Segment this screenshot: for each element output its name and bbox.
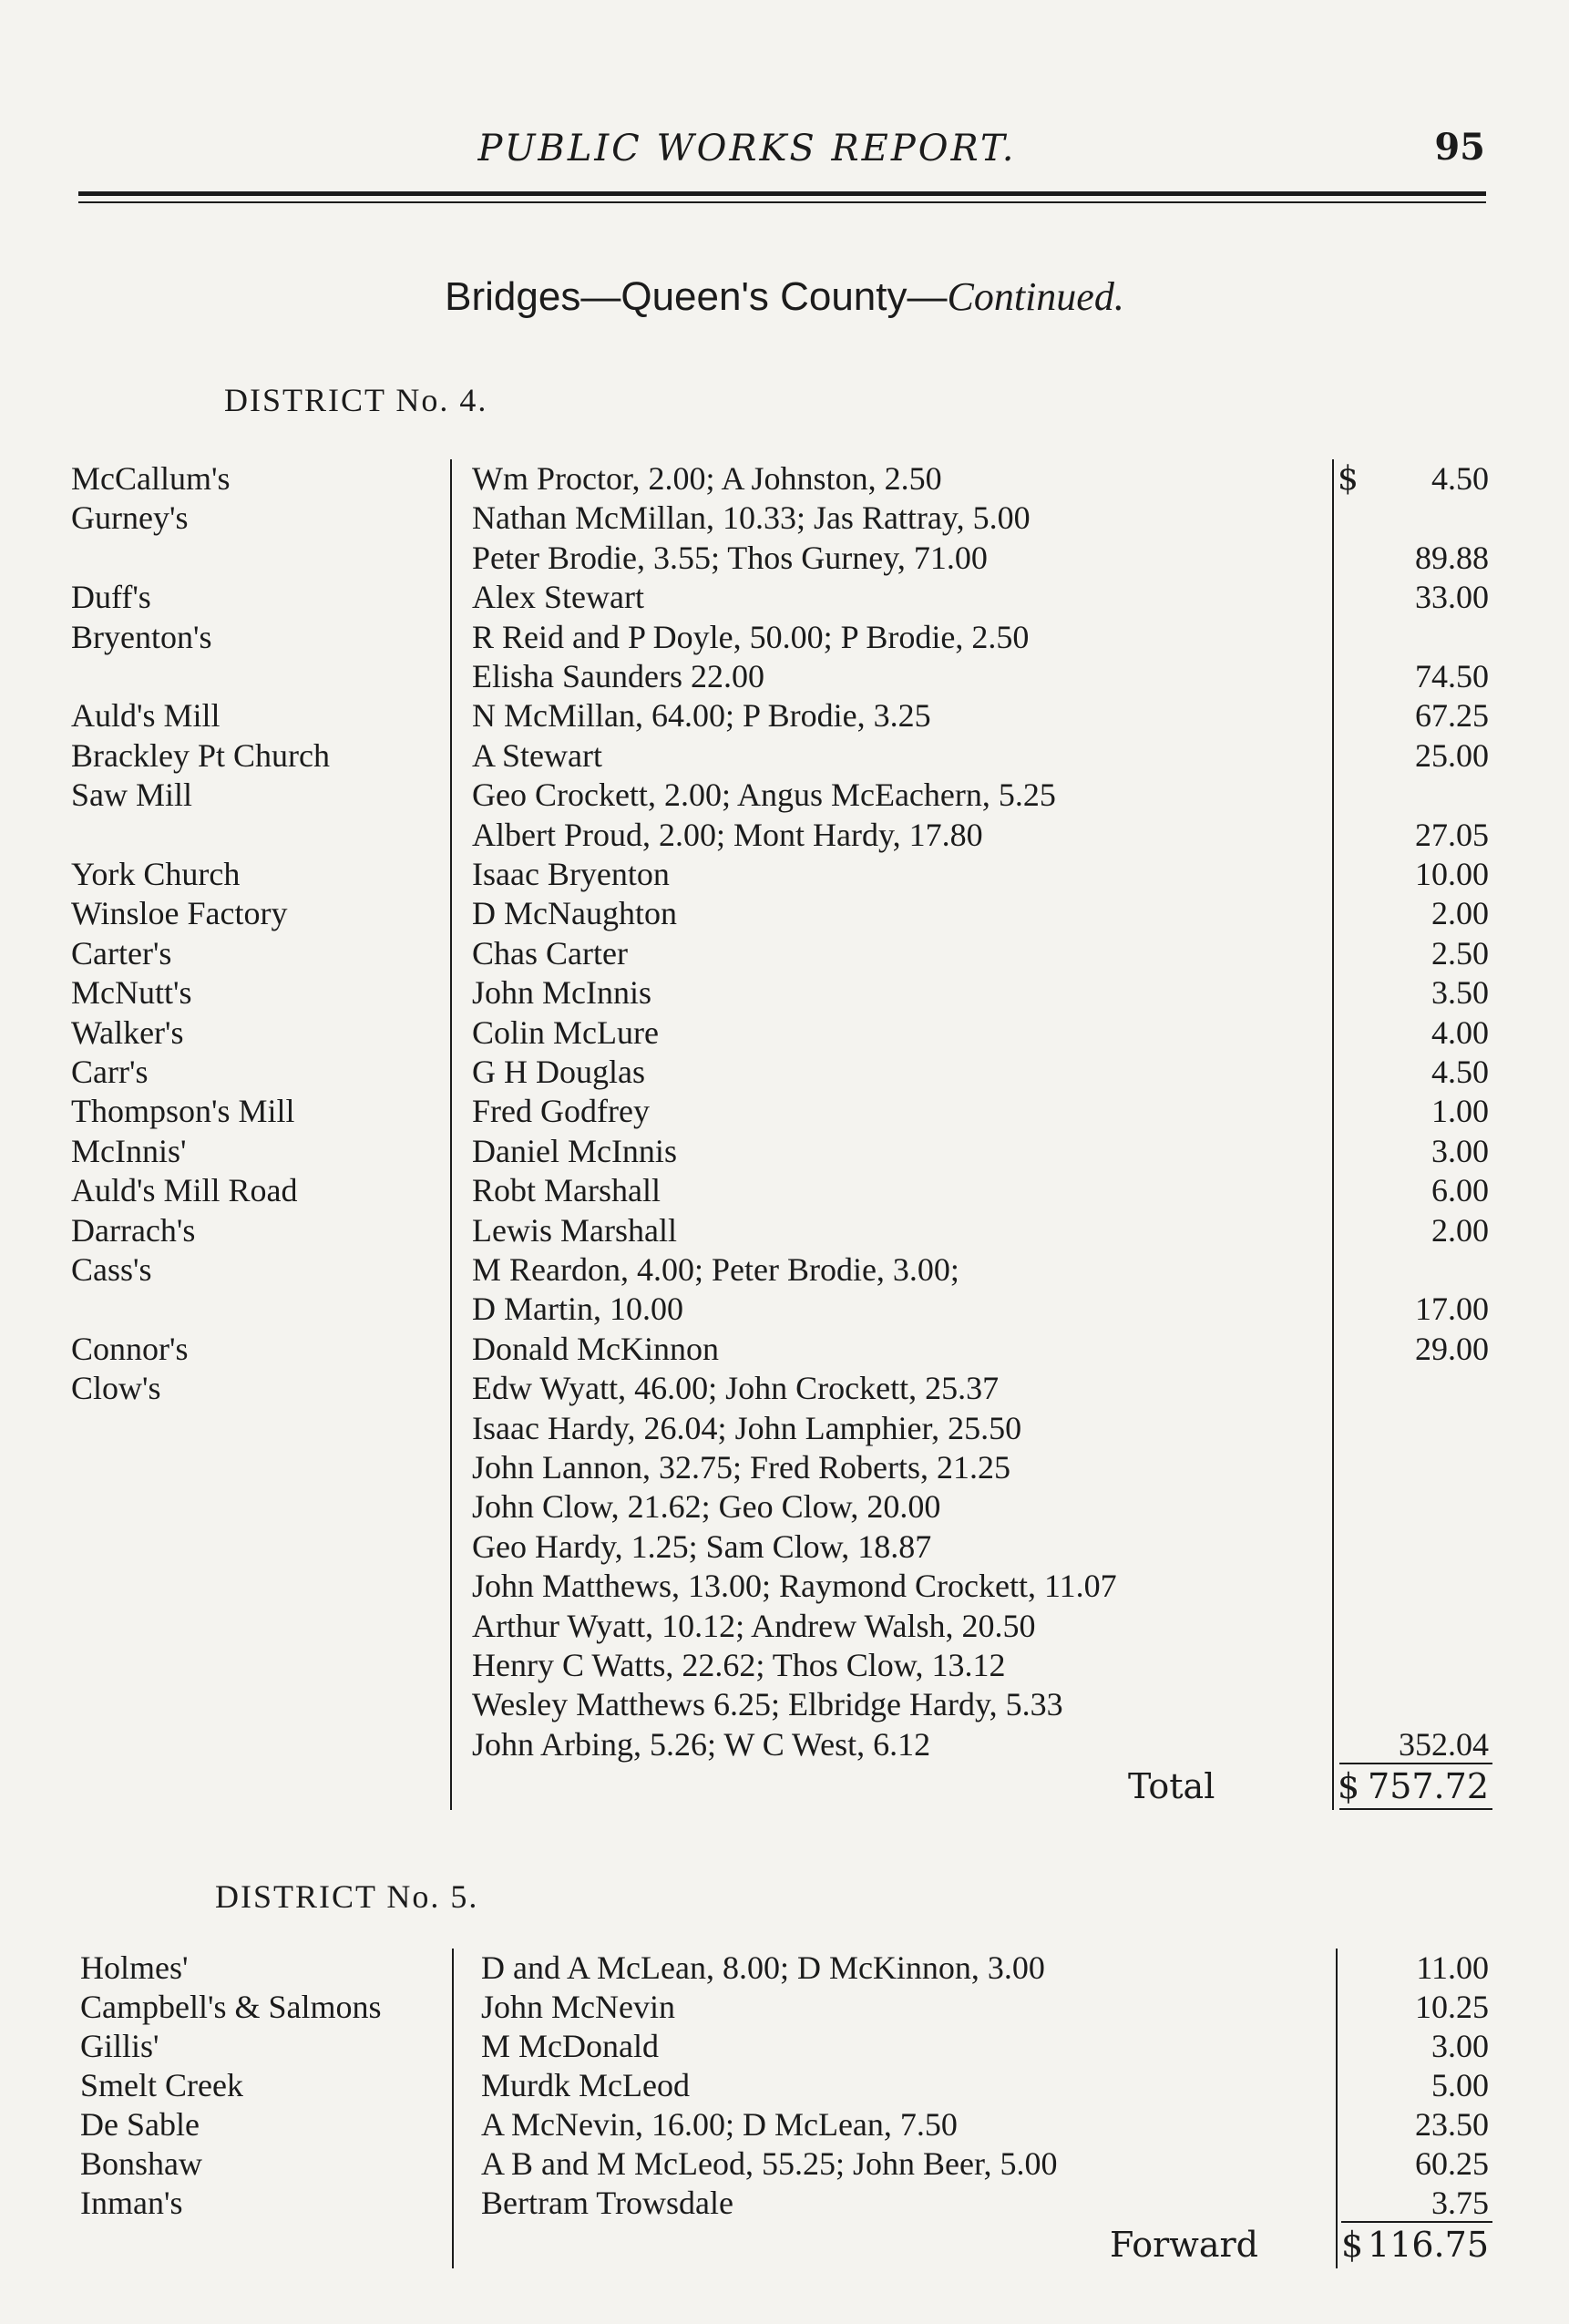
amount: 6.00: [1431, 1172, 1489, 1209]
header-rule-thick: [78, 191, 1486, 196]
payee-detail: Wm Proctor, 2.00; A Johnston, 2.50: [472, 460, 942, 497]
place-name: Carr's: [71, 1054, 149, 1090]
amount: 2.00: [1431, 895, 1489, 932]
place-name: Inman's: [80, 2185, 183, 2221]
page-number: 95: [1434, 126, 1485, 169]
total-label: Total: [1128, 1766, 1215, 1807]
subtotal-rule: [1341, 2221, 1492, 2223]
forward-amount: 116.75: [1368, 2225, 1489, 2265]
place-name: Gillis': [80, 2028, 159, 2064]
payee-detail: Fred Godfrey: [472, 1093, 650, 1130]
amount: 10.25: [1415, 1989, 1489, 2025]
currency-sign: $: [1338, 1766, 1360, 1807]
place-name: Clow's: [71, 1370, 161, 1407]
header-rule-thin: [78, 201, 1486, 203]
payee-detail: Albert Proud, 2.00; Mont Hardy, 17.80: [472, 816, 983, 853]
payee-detail: R Reid and P Doyle, 50.00; P Brodie, 2.50: [472, 618, 1030, 655]
amount: 25.00: [1415, 736, 1489, 774]
payee-detail: Isaac Hardy, 26.04; John Lamphier, 25.50: [472, 1409, 1022, 1446]
amount: 5.00: [1431, 2067, 1489, 2103]
payee-detail: Murdk McLeod: [481, 2067, 690, 2103]
payee-detail: Lewis Marshall: [472, 1211, 677, 1249]
table-row: [0, 2144, 1569, 2184]
place-name: Saw Mill: [71, 776, 193, 814]
table-row: [0, 2105, 1569, 2144]
amount: 67.25: [1415, 697, 1489, 735]
amount: 3.00: [1431, 2028, 1489, 2064]
amount: 74.50: [1415, 658, 1489, 694]
place-name: Auld's Mill: [71, 697, 220, 735]
payee-detail: Chas Carter: [472, 934, 628, 972]
column-rule-left: [450, 459, 452, 1810]
place-name: Gurney's: [71, 499, 189, 537]
place-name: Holmes': [80, 1949, 189, 1986]
payee-detail: A B and M McLeod, 55.25; John Beer, 5.00: [481, 2145, 1058, 2182]
place-name: McInnis': [71, 1132, 187, 1169]
amount: 3.00: [1431, 1132, 1489, 1169]
payee-detail: John Clow, 21.62; Geo Clow, 20.00: [472, 1488, 941, 1526]
amount: 89.88: [1415, 539, 1489, 576]
payee-detail: A McNevin, 16.00; D McLean, 7.50: [481, 2106, 958, 2143]
total-underline: [1339, 1808, 1492, 1810]
payee-detail: John McInnis: [472, 974, 651, 1012]
column-rule-right: [1336, 1949, 1338, 2268]
place-name: Thompson's Mill: [71, 1093, 295, 1130]
amount: 4.50: [1431, 460, 1489, 497]
amount: 2.00: [1431, 1211, 1489, 1249]
payee-detail: Arthur Wyatt, 10.12; Andrew Walsh, 20.50: [472, 1607, 1036, 1644]
place-name: De Sable: [80, 2106, 200, 2143]
table-row: [0, 2066, 1569, 2105]
place-name: Connor's: [71, 1330, 189, 1367]
payee-detail: D and A McLean, 8.00; D McKinnon, 3.00: [481, 1949, 1045, 1986]
subtotal-rule: [1339, 1763, 1492, 1764]
table-row: [0, 2027, 1569, 2066]
payee-detail: John Arbing, 5.26; W C West, 6.12: [472, 1725, 931, 1763]
payee-detail: D McNaughton: [472, 895, 677, 932]
section-title-continued: Continued.: [947, 274, 1124, 319]
place-name: McNutt's: [71, 974, 192, 1012]
forward-label: Forward: [1110, 2225, 1259, 2265]
place-name: York Church: [71, 856, 241, 892]
currency-sign: $: [1338, 460, 1359, 498]
payee-detail: Geo Crockett, 2.00; Angus McEachern, 5.25: [472, 776, 1056, 814]
amount: 10.00: [1415, 856, 1489, 892]
payee-detail: Wesley Matthews 6.25; Elbridge Hardy, 5.33: [472, 1686, 1063, 1723]
payee-detail: M McDonald: [481, 2028, 659, 2064]
table-row: [0, 1949, 1569, 1988]
amount: 17.00: [1415, 1291, 1489, 1328]
amount: 2.50: [1431, 934, 1489, 972]
place-name: McCallum's: [71, 460, 231, 497]
amount: 60.25: [1415, 2145, 1489, 2182]
payee-detail: G H Douglas: [472, 1054, 645, 1090]
column-rule-right: [1332, 459, 1334, 1810]
amount: 27.05: [1415, 816, 1489, 853]
district-5-heading: DISTRICT No. 5.: [215, 1878, 479, 1915]
amount: 29.00: [1415, 1330, 1489, 1367]
place-name: Auld's Mill Road: [71, 1172, 298, 1209]
place-name: Bonshaw: [80, 2145, 202, 2182]
payee-detail: Geo Hardy, 1.25; Sam Clow, 18.87: [472, 1527, 932, 1565]
place-name: Darrach's: [71, 1211, 196, 1249]
payee-detail: N McMillan, 64.00; P Brodie, 3.25: [472, 697, 931, 735]
table-row: [0, 2184, 1569, 2223]
section-title: [0, 273, 1569, 320]
section-title-main: Bridges—Queen's County—: [445, 274, 948, 319]
amount: 3.50: [1431, 974, 1489, 1012]
place-name: Duff's: [71, 579, 151, 616]
amount: 352.04: [1399, 1725, 1489, 1763]
currency-sign: $: [1341, 2225, 1364, 2265]
payee-detail: Daniel McInnis: [472, 1132, 677, 1169]
payee-detail: Donald McKinnon: [472, 1330, 719, 1367]
place-name: Walker's: [71, 1013, 184, 1051]
place-name: Carter's: [71, 934, 172, 972]
table-row: [0, 1988, 1569, 2027]
column-rule-left: [452, 1949, 454, 2268]
running-head: PUBLIC WORKS REPORT.: [477, 128, 1017, 170]
payee-detail: John McNevin: [481, 1989, 675, 2025]
amount: 1.00: [1431, 1093, 1489, 1130]
place-name: Campbell's & Salmons: [80, 1989, 382, 2025]
amount: 3.75: [1431, 2185, 1489, 2221]
place-name: Cass's: [71, 1251, 152, 1288]
payee-detail: M Reardon, 4.00; Peter Brodie, 3.00;: [472, 1251, 959, 1288]
amount: 4.00: [1431, 1013, 1489, 1051]
amount: 23.50: [1415, 2106, 1489, 2143]
payee-detail: Colin McLure: [472, 1013, 659, 1051]
payee-detail: Edw Wyatt, 46.00; John Crockett, 25.37: [472, 1370, 1000, 1407]
amount: 4.50: [1431, 1054, 1489, 1090]
place-name: Smelt Creek: [80, 2067, 243, 2103]
payee-detail: Nathan McMillan, 10.33; Jas Rattray, 5.00: [472, 499, 1031, 537]
payee-detail: Robt Marshall: [472, 1172, 661, 1209]
payee-detail: Peter Brodie, 3.55; Thos Gurney, 71.00: [472, 539, 988, 576]
payee-detail: Isaac Bryenton: [472, 856, 670, 892]
amount: 11.00: [1416, 1949, 1489, 1986]
payee-detail: Alex Stewart: [472, 579, 644, 616]
total-amount: 757.72: [1368, 1766, 1489, 1807]
place-name: Brackley Pt Church: [71, 736, 330, 774]
payee-detail: John Lannon, 32.75; Fred Roberts, 21.25: [472, 1449, 1010, 1486]
payee-detail: Henry C Watts, 22.62; Thos Clow, 13.12: [472, 1647, 1006, 1683]
district-4-heading: DISTRICT No. 4.: [224, 382, 488, 418]
payee-detail: Elisha Saunders 22.00: [472, 658, 764, 694]
place-name: Winsloe Factory: [71, 895, 288, 932]
payee-detail: John Matthews, 13.00; Raymond Crockett, 11.07: [472, 1568, 1117, 1605]
amount: 33.00: [1415, 579, 1489, 616]
payee-detail: D Martin, 10.00: [472, 1291, 683, 1328]
place-name: Bryenton's: [71, 618, 212, 655]
payee-detail: Bertram Trowsdale: [481, 2185, 733, 2221]
payee-detail: A Stewart: [472, 736, 602, 774]
